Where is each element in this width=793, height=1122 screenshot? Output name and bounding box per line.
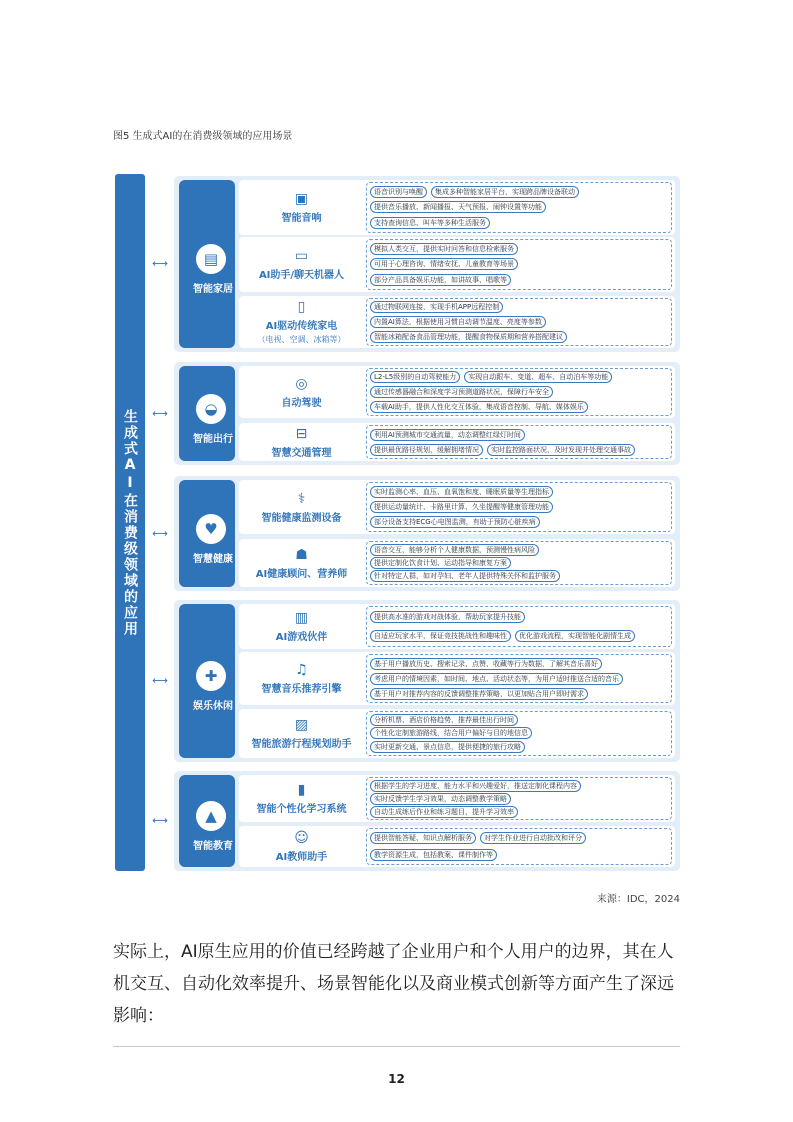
feature-row xyxy=(370,501,668,513)
category-pill xyxy=(179,180,235,348)
feature-row xyxy=(370,301,668,313)
feature-tag: 实时更新交通、景点信息，提供便捷的旅行攻略 xyxy=(370,741,525,753)
feature-list xyxy=(366,298,672,346)
category-pill xyxy=(179,480,235,587)
feature-row xyxy=(370,849,668,861)
feature-tag: 车载AI助手，提供人性化交互体验，集成语音控制、导航、媒体娱乐 xyxy=(370,401,588,413)
feature-tag: 提供高水准的游戏对战体验，帮助玩家提升技能 xyxy=(370,611,525,623)
traffic-icon: ⊟ xyxy=(295,425,308,442)
feature-list xyxy=(366,239,672,290)
category-pill xyxy=(179,366,235,461)
feature-row xyxy=(370,741,668,753)
feature-tag: 提供运动量统计、卡路里计算、久坐提醒等健康管理功能 xyxy=(370,501,553,513)
feature-tag: 内置AI算法，根据使用习惯自动调节温度、亮度等参数 xyxy=(370,316,546,328)
source-note: 来源：IDC，2024 xyxy=(596,894,680,905)
feature-row xyxy=(370,217,668,229)
gamepad-icon: ✚ xyxy=(196,661,226,691)
feature-tag: 提供音乐播放、新闻播报、天气预报、闹钟设置等功能 xyxy=(370,201,546,213)
feature-row xyxy=(370,611,668,623)
map-icon: ▨ xyxy=(294,717,309,733)
feature-list xyxy=(366,541,672,585)
feature-row xyxy=(370,727,668,739)
feature-tag: 模拟人类交互，提供实时问答和信息检索服务 xyxy=(370,243,518,255)
feature-tag: 部分产品具备娱乐功能，如讲故事、唱歌等 xyxy=(370,274,511,286)
application-heading xyxy=(239,604,364,649)
feature-tag: 个性化定制旅游路线，结合用户偏好与目的地信息 xyxy=(370,727,532,739)
feature-row xyxy=(370,444,668,456)
feature-row xyxy=(370,386,668,398)
feature-row xyxy=(370,401,668,413)
feature-tag: 实时反馈学生学习效果，动态调整教学策略 xyxy=(370,793,511,805)
feature-list xyxy=(366,606,672,647)
connector-arrow: ⟷ xyxy=(152,674,168,687)
feature-tag: 实时监测心率、血压、血氧饱和度、睡眠质量等生理指标 xyxy=(370,486,553,498)
connector-arrow: ⟷ xyxy=(152,814,168,827)
category-label: 智能教育 xyxy=(193,841,233,852)
feature-row xyxy=(370,557,668,569)
application-name: AI助手/聊天机器人 xyxy=(258,270,345,281)
vertical-title: 生成式AI在消费级领域的应用 xyxy=(122,408,138,637)
music-note-icon: ♫ xyxy=(295,662,308,678)
feature-tag: L2-L5级别的自动驾驶能力 xyxy=(370,371,460,383)
application-name: 智能旅游行程规划助手 xyxy=(251,739,352,750)
feature-tag: 集成多种智能家居平台，实现跨品牌设备联动 xyxy=(431,186,579,198)
feature-row xyxy=(370,331,668,343)
application-card xyxy=(239,539,675,587)
application-heading xyxy=(239,775,364,822)
feature-list xyxy=(366,654,672,703)
feature-row xyxy=(370,243,668,255)
application-card xyxy=(239,604,675,649)
feature-list xyxy=(366,828,672,865)
application-card xyxy=(239,423,675,461)
application-heading xyxy=(239,652,364,705)
application-heading xyxy=(239,180,364,235)
feature-row xyxy=(370,780,668,792)
feature-tag: 分析机票、酒店价格趋势，推荐最佳出行时间 xyxy=(370,714,518,726)
category-label: 智能家居 xyxy=(193,284,233,295)
feature-row xyxy=(370,630,668,642)
feature-list xyxy=(366,711,672,756)
application-name: AI健康顾问、营养师 xyxy=(255,568,348,580)
feature-tag: 根据学生的学习进度、能力水平和兴趣爱好，推送定制化课程内容 xyxy=(370,780,581,792)
category-pill xyxy=(179,604,235,758)
application-card xyxy=(239,180,675,235)
feature-row xyxy=(370,832,668,844)
application-heading xyxy=(239,480,364,534)
feature-row xyxy=(370,793,668,805)
steering-wheel-icon: ◎ xyxy=(295,375,308,392)
feature-tag: 提供智能答疑、知识点解析服务 xyxy=(370,832,476,844)
application-card xyxy=(239,826,675,867)
category-panel xyxy=(174,771,680,871)
feature-tag: 优化游戏流程，实现智能化剧情生成 xyxy=(515,630,635,642)
feature-list xyxy=(366,425,672,459)
home-icon: ▤ xyxy=(196,244,226,274)
category-label: 智能出行 xyxy=(193,433,233,445)
page-number: 12 xyxy=(388,1072,405,1086)
category-label: 智慧健康 xyxy=(193,553,233,565)
feature-tag: 考虑用户的情境因素，如时间、地点、活动状态等，为用户适时推送合适的音乐 xyxy=(370,673,623,685)
feature-row xyxy=(370,274,668,286)
application-heading xyxy=(239,423,364,461)
feature-row xyxy=(370,486,668,498)
doctor-icon: ☗ xyxy=(295,546,308,563)
feature-tag: 通过物联网连接，实现手机APP远程控制 xyxy=(370,301,503,313)
chat-icon: ▭ xyxy=(294,248,309,264)
vertical-title-bar xyxy=(115,174,145,871)
feature-tag: 基于用户对推荐内容的反馈调整推荐策略，以更加贴合用户即时需求 xyxy=(370,688,588,700)
feature-row xyxy=(370,714,668,726)
graduation-cap-icon: ▲ xyxy=(196,801,226,831)
feature-row xyxy=(370,570,668,582)
category-panel xyxy=(174,176,680,352)
stethoscope-icon: ⚕ xyxy=(297,490,306,507)
feature-tag: 智能冰箱配备食品管理功能，提醒食物保质期和营养搭配建议 xyxy=(370,331,567,343)
application-name: AI教师助手 xyxy=(275,852,328,863)
fridge-icon: ▯ xyxy=(297,299,306,315)
category-panel xyxy=(174,362,680,465)
application-heading xyxy=(239,539,364,587)
feature-row xyxy=(370,658,668,670)
feature-tag: 自适应玩家水平，保证竞技挑战性和趣味性 xyxy=(370,630,511,642)
application-name: 智能健康监测设备 xyxy=(261,512,342,524)
feature-tag: 提供最优路径规划，缓解拥堵情况 xyxy=(370,444,483,456)
feature-row xyxy=(370,806,668,818)
feature-list xyxy=(366,182,672,233)
feature-tag: 实现自动跟车、变道、超车、自动泊车等功能 xyxy=(464,371,612,383)
application-card xyxy=(239,237,675,292)
category-pill xyxy=(179,775,235,867)
application-name: 智能音响 xyxy=(281,213,322,224)
feature-list xyxy=(366,368,672,416)
feature-row xyxy=(370,688,668,700)
application-heading xyxy=(239,826,364,867)
book-icon: ▮ xyxy=(297,782,306,798)
speaker-icon: ▣ xyxy=(294,191,309,207)
connector-arrow: ⟷ xyxy=(152,257,168,270)
feature-tag: 实时监控路面状况，及时发现并处理交通事故 xyxy=(487,444,635,456)
category-panel xyxy=(174,600,680,762)
category-panel xyxy=(174,476,680,591)
feature-tag: 提供定制化饮食计划、运动指导和康复方案 xyxy=(370,557,511,569)
application-heading xyxy=(239,709,364,758)
feature-row xyxy=(370,516,668,528)
feature-tag: 部分设备支持ECG心电图监测，有助于预防心脏疾病 xyxy=(370,516,540,528)
teacher-icon: ☺ xyxy=(294,830,309,846)
feature-tag: 支持查询信息、叫车等多种生活服务 xyxy=(370,217,490,229)
feature-tag: 针对特定人群，如对孕妇、老年人提供特殊关怀和监护服务 xyxy=(370,570,560,582)
category-label: 娱乐休闲 xyxy=(193,701,233,712)
game-icon: ▥ xyxy=(294,610,309,626)
feature-row xyxy=(370,429,668,441)
application-name: 自动驾驶 xyxy=(281,397,322,409)
heartbeat-icon: ♥ xyxy=(196,514,226,544)
feature-row xyxy=(370,258,668,270)
feature-row xyxy=(370,371,668,383)
car-icon: ◒ xyxy=(196,394,226,424)
application-name: AI游戏伙伴 xyxy=(275,632,328,643)
application-name: 智能个性化学习系统 xyxy=(256,804,347,815)
feature-tag: 语音交互，能够分析个人健康数据，预测慢性病风险 xyxy=(370,544,539,556)
application-name: 智慧交通管理 xyxy=(271,447,332,459)
feature-tag: 利用AI预测城市交通流量，动态调整红绿灯时间 xyxy=(370,429,525,441)
body-paragraph: 实际上，AI原生应用的价值已经跨越了企业用户和个人用户的边界，其在人机交互、自动化效率提升、场景智能化以及商业模式创新等方面产生了深远影响： xyxy=(113,942,674,1026)
feature-tag: 自动生成练后作业和练习题目，提升学习效率 xyxy=(370,806,518,818)
feature-row xyxy=(370,673,668,685)
application-card xyxy=(239,709,675,758)
feature-tag: 通过传感器融合和深度学习预测道路状况，保障行车安全 xyxy=(370,386,553,398)
application-name: AI驱动传统家电 xyxy=(265,321,338,332)
application-card xyxy=(239,366,675,418)
application-card xyxy=(239,775,675,822)
feature-tag: 教学资源生成，包括教案、课件制作等 xyxy=(370,849,497,861)
application-card xyxy=(239,480,675,534)
feature-tag: 语音识别与唤醒 xyxy=(370,186,427,198)
feature-tag: 可用于心理咨询、情绪安抚、儿童教育等场景 xyxy=(370,258,518,270)
application-note: （电视、空调、冰箱等） xyxy=(257,335,346,344)
feature-row xyxy=(370,186,668,198)
feature-tag: 基于用户播放历史、搜索记录、点赞、收藏等行为数据，了解其音乐喜好 xyxy=(370,658,602,670)
feature-list xyxy=(366,777,672,820)
connector-arrow: ⟷ xyxy=(152,526,168,540)
application-card xyxy=(239,652,675,705)
feature-row xyxy=(370,544,668,556)
application-name: 智慧音乐推荐引擎 xyxy=(261,684,342,695)
footer-divider xyxy=(113,1046,680,1047)
feature-row xyxy=(370,201,668,213)
application-heading xyxy=(239,296,364,348)
figure-caption: 图5 生成式AI的在消费级领域的应用场景 xyxy=(113,131,293,142)
feature-row xyxy=(370,316,668,328)
application-heading xyxy=(239,366,364,418)
connector-arrow: ⟷ xyxy=(152,406,168,420)
feature-list xyxy=(366,482,672,532)
feature-tag: 对学生作业进行自动批改和评分 xyxy=(480,832,586,844)
application-heading xyxy=(239,237,364,292)
application-card xyxy=(239,296,675,348)
